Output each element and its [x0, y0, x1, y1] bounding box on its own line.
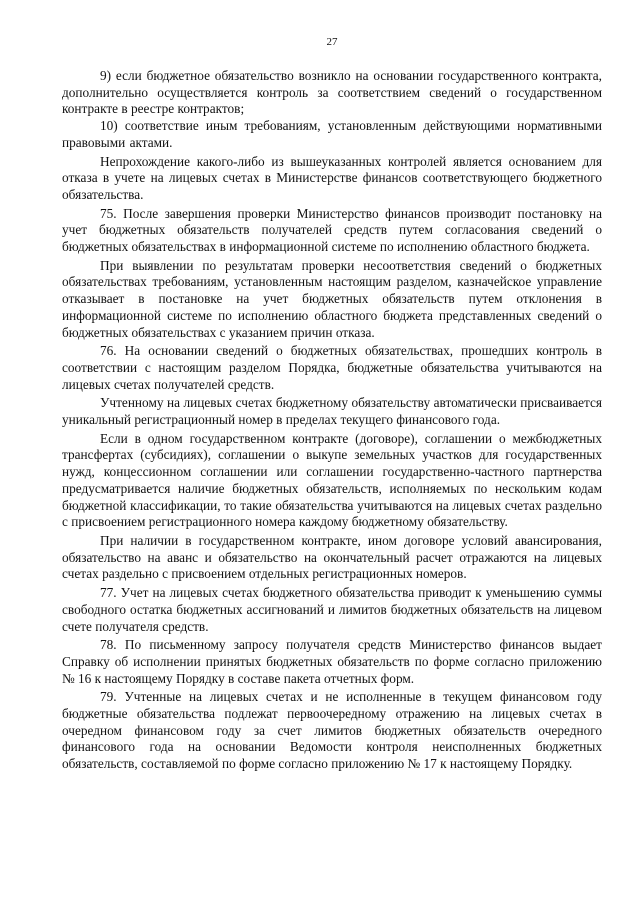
paragraph-multiple-codes: Если в одном государственном контракте (договоре), соглашении о межбюджетных трансфертах (субсидиях), соглашении о выкупе земельных участков для государственных нужд, концессионном соглашении или соглашении государственно-частного партнерства предусматривается наличие бюджетных обязательств, исполняемых по нескольким кодам бюджетной классификации, то такие обязательства учитываются на лицевых счетах раздельно с присвоением регистрационного номера каждому бюджетному обязательству.	[62, 430, 602, 530]
paragraph-item-10: 10) соответствие иным требованиям, установленным действующими нормативными правовыми актами.	[62, 118, 602, 150]
paragraph-79: 79. Учтенные на лицевых счетах и не исполненные в текущем финансовом году бюджетные обязательства подлежат первоочередному отражению на лицевых счетах в очередном финансовом году за счет лимитов бюджетных обязательств очередного финансового года на основании Ведомости контроля неисполненных бюджетных обязательств, составляемой по форме согласно приложению № 17 к настоящему Порядку.	[62, 689, 602, 772]
paragraph-discrepancy: При выявлении по результатам проверки несоответствия сведений о бюджетных обязательствах требованиям, установленным настоящим разделом, казначейское управление отказывает в постановке на учет бюджетных обязательств путем отклонения в информационной системе по исполнению областного бюджета представленных сведений о бюджетных обязательствах с указанием причин отказа.	[62, 257, 602, 340]
paragraph-item-9: 9) если бюджетное обязательство возникло на основании государственного контракта, дополнительно осуществляется контроль за соответствием сведений о государственном контракте в реестре контрактов;	[62, 68, 602, 117]
paragraph-76: 76. На основании сведений о бюджетных обязательствах, прошедших контроль в соответствии с настоящим разделом Порядка, бюджетные обязательства учитываются на лицевых счетах получателей средств.	[62, 343, 602, 392]
paragraph-77: 77. Учет на лицевых счетах бюджетного обязательства приводит к уменьшению суммы свободного остатка бюджетных ассигнований и лимитов бюджетных обязательств на лицевом счете получателя средств.	[62, 585, 602, 634]
paragraph-advance-payment: При наличии в государственном контракте, ином договоре условий авансирования, обязательство на аванс и обязательство на окончательный расчет отражаются на лицевых счетах раздельно с присвоением отдельных регистрационных номеров.	[62, 532, 602, 582]
paragraph-78: 78. По письменному запросу получателя средств Министерство финансов выдает Справку об исполнении принятых бюджетных обязательств по форме согласно приложению № 16 к настоящему Порядку в составе пакета отчетных форм.	[62, 637, 602, 686]
paragraph-control-failure: Непрохождение какого-либо из вышеуказанных контролей является основанием для отказа в учете на лицевых счетах в Министерстве финансов соответствующего бюджетного обязательства.	[62, 153, 602, 202]
paragraph-registration-number: Учтенному на лицевых счетах бюджетному обязательству автоматически присваивается уникальный регистрационный номер в пределах текущего финансового года.	[62, 395, 602, 428]
page-number: 27	[326, 36, 338, 48]
paragraph-75: 75. После завершения проверки Министерство финансов производит постановку на учет бюджетных обязательств получателей средств путем согласования сведений о бюджетных обязательствах в информационной системе по исполнению областного бюджета.	[62, 205, 602, 255]
